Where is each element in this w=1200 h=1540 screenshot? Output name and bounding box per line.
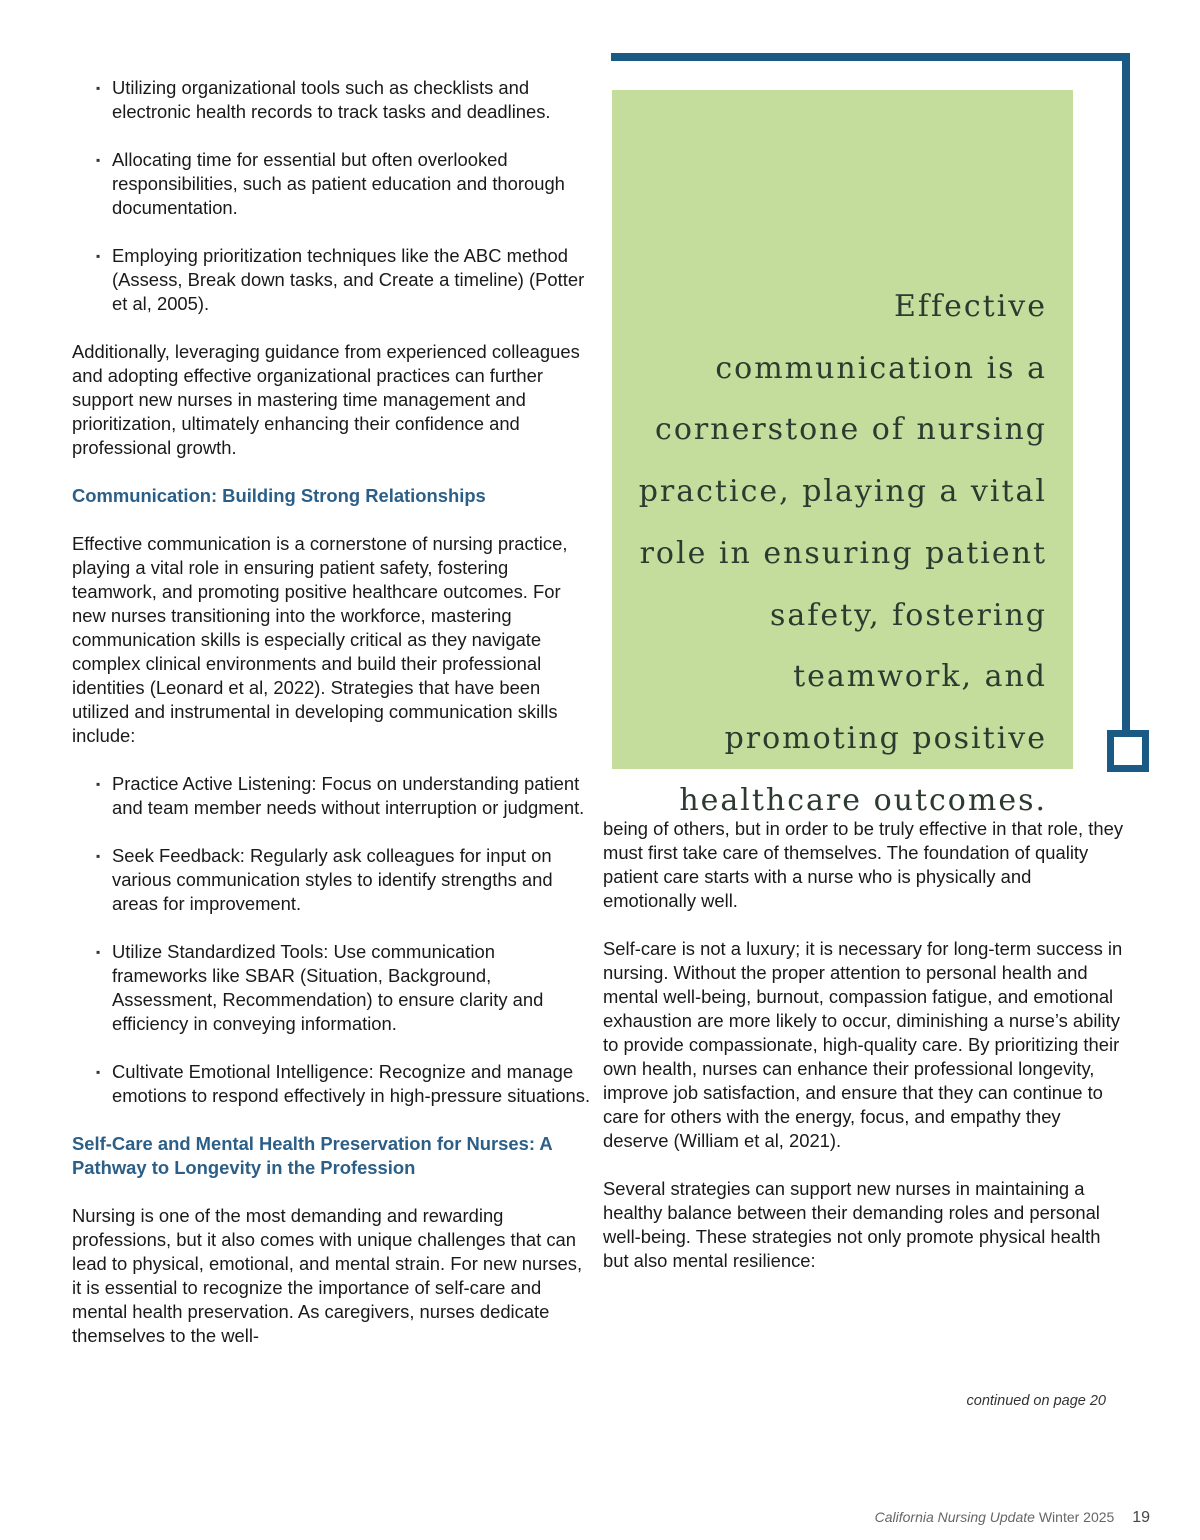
paragraph-selfcare: Nursing is one of the most demanding and rewarding professions, but it also comes with unique challenges that can lead to physical, emotional, and mental strain. For new nurses, it is essential to recognize the importance of self-care and mental health preservation. As caregivers, nurses dedicate themselves to the well- <box>72 1205 583 1346</box>
right-column <box>603 817 1123 1297</box>
paragraph-communication: Effective communication is a cornerstone of nursing practice, playing a vital role in ensuring patient safety, fostering teamwork, and promoting positive healthcare outcomes. For new nurses transitioning into the workforce, mastering communication skills is especially critical as they navigate complex clinical environments and build their professional identities (Leonard et al, 2022). Strategies that have been utilized and instrumental in developing communication skills include: <box>72 533 568 746</box>
list-item: ▪ Employing prioritization techniques like the ABC method (Assess, Break down tasks, and Create a timeline) (Potter et al, 2005). <box>96 244 592 316</box>
continued-note: continued on page 20 <box>966 1393 1106 1409</box>
list-item: ▪ Cultivate Emotional Intelligence: Recognize and manage emotions to respond effectively in high-pressure situations. <box>96 1060 592 1108</box>
decorative-frame-top <box>611 53 1130 61</box>
communication-strategies-list <box>72 772 592 1108</box>
decorative-frame-right <box>1122 53 1130 743</box>
list-item: ▪ Utilizing organizational tools such as checklists and electronic health records to track tasks and deadlines. <box>96 76 592 124</box>
decorative-square-icon <box>1107 730 1149 772</box>
publication-title: California Nursing Update <box>874 1509 1035 1525</box>
heading-selfcare: Self-Care and Mental Health Preservation for Nurses: A Pathway to Longevity in the Profession <box>72 1133 552 1178</box>
paragraph-selfcare-necessity: Self-care is not a luxury; it is necessary for long-term success in nursing. Without the proper attention to personal health and mental well-being, burnout, compassion fatigue, and emotional exhaustion are more likely to occur, diminishing a nurse’s ability to provide compassionate, high-quality care. By prioritizing their own health, nurses can enhance their professional longevity, improve job satisfaction, and ensure that they can continue to care for others with the energy, focus, and empathy they deserve (William et al, 2021). <box>603 938 1123 1151</box>
paragraph-wellbeing: being of others, but in order to be truly effective in that role, they must first take care of themselves. The foundation of quality patient care starts with a nurse who is physically and emotionally well. <box>603 818 1124 911</box>
paragraph-additionally: Additionally, leveraging guidance from experienced colleagues and adopting effective organizational practices can further support new nurses in mastering time management and prioritization, ultimately enhancing their confidence and professional growth. <box>72 341 580 458</box>
list-item: ▪ Seek Feedback: Regularly ask colleagues for input on various communication styles to identify strengths and areas for improvement. <box>96 844 592 916</box>
left-column <box>72 76 592 1372</box>
list-item: ▪ Utilize Standardized Tools: Use communication frameworks like SBAR (Situation, Background, Assessment, Recommendation) to ensure clarity and efficiency in conveying information. <box>96 940 592 1036</box>
list-item: ▪ Practice Active Listening: Focus on understanding patient and team member needs without interruption or judgment. <box>96 772 592 820</box>
page-number: 19 <box>1132 1509 1150 1526</box>
list-item: ▪ Allocating time for essential but often overlooked responsibilities, such as patient education and thorough documentation. <box>96 148 592 220</box>
heading-communication: Communication: Building Strong Relationships <box>72 485 486 506</box>
issue-season: Winter 2025 <box>1038 1509 1115 1525</box>
pull-quote-box <box>612 90 1073 818</box>
pull-quote-text: Effective communication is a cornerstone of nursing practice, playing a vital role in ensuring patient safety, fostering teamwork, and promoting positive healthcare outcomes. <box>638 289 1047 818</box>
paragraph-strategies: Several strategies can support new nurses in maintaining a healthy balance between their demanding roles and personal well-being. These strategies not only promote physical health but also mental resilience: <box>603 1178 1101 1271</box>
time-management-list <box>72 76 592 316</box>
page-footer <box>875 1509 1150 1527</box>
